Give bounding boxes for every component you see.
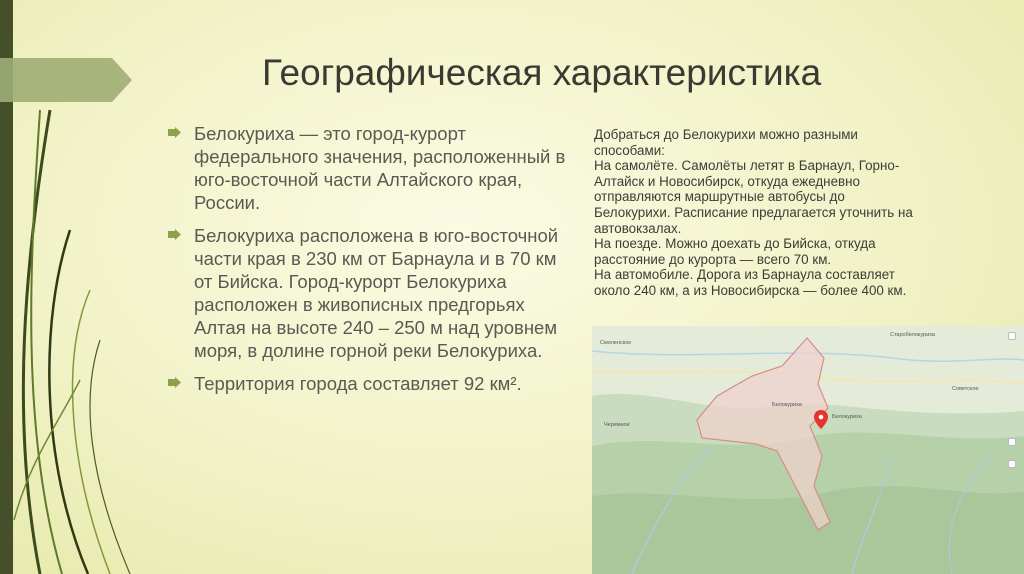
bullet-list — [168, 122, 566, 405]
map-image — [592, 326, 1024, 574]
bullet-item — [168, 224, 566, 362]
map-zoom-out-icon[interactable] — [1008, 460, 1016, 468]
travel-line: расстояние до курорта — всего 70 км. — [594, 251, 832, 267]
bullet-item — [168, 122, 566, 214]
travel-line: На автомобиле. Дорога из Барнаула составляет — [594, 267, 895, 283]
map-place-label: Черемное — [604, 422, 630, 428]
map-place-label: Старобелокуриха — [890, 332, 935, 338]
title-arrow-shape — [0, 58, 132, 102]
travel-line: способами: — [594, 142, 665, 158]
travel-line: На поезде. Можно доехать до Бийска, откуда — [594, 236, 876, 252]
bullet-arrow-icon — [168, 377, 181, 388]
bullet-text: Территория города составляет 92 км². — [194, 373, 522, 394]
bullet-item — [168, 372, 566, 395]
map-layers-icon[interactable] — [1008, 438, 1016, 446]
travel-line: Белокурихи. Расписание предлагается уточнить на — [594, 204, 913, 220]
bullet-text: Белокуриха — это город-курорт федерального значения, расположенный в юго-восточной части Алтайского края, России. — [194, 123, 566, 213]
travel-line: автовокзалах. — [594, 220, 682, 236]
bullet-arrow-icon — [168, 229, 181, 240]
map-place-label: Смоленское — [600, 340, 632, 346]
travel-line: около 240 км, а из Новосибирска — более 400 км. — [594, 282, 907, 298]
map-place-label: Белокуриха — [772, 402, 802, 408]
travel-line: На самолёте. Самолёты летят в Барнаул, Горно- — [594, 158, 900, 174]
travel-line: Алтайск и Новосибирск, откуда ежедневно — [594, 173, 860, 189]
travel-line: отправляются маршрутные автобусы до — [594, 189, 845, 205]
travel-info-text — [594, 127, 1004, 299]
map-zoom-in-icon[interactable] — [1008, 332, 1016, 340]
map-graphic — [592, 326, 1024, 574]
travel-line: Добраться до Белокурихи можно разными — [594, 127, 858, 142]
slide-title: Географическая характеристика — [262, 52, 822, 93]
bullet-arrow-icon — [168, 127, 181, 138]
map-place-label: Советское — [952, 386, 979, 392]
map-marker-label: Белокуриха — [832, 414, 862, 420]
bullet-text: Белокуриха расположена в юго-восточной части края в 230 км от Барнаула и в 70 км от Бийска. Город-курорт Белокуриха расположен в живописных предгорьях Алтая на высоте 240 – 250 м над уровнем моря, в долине горной реки Белокуриха. — [194, 225, 559, 361]
